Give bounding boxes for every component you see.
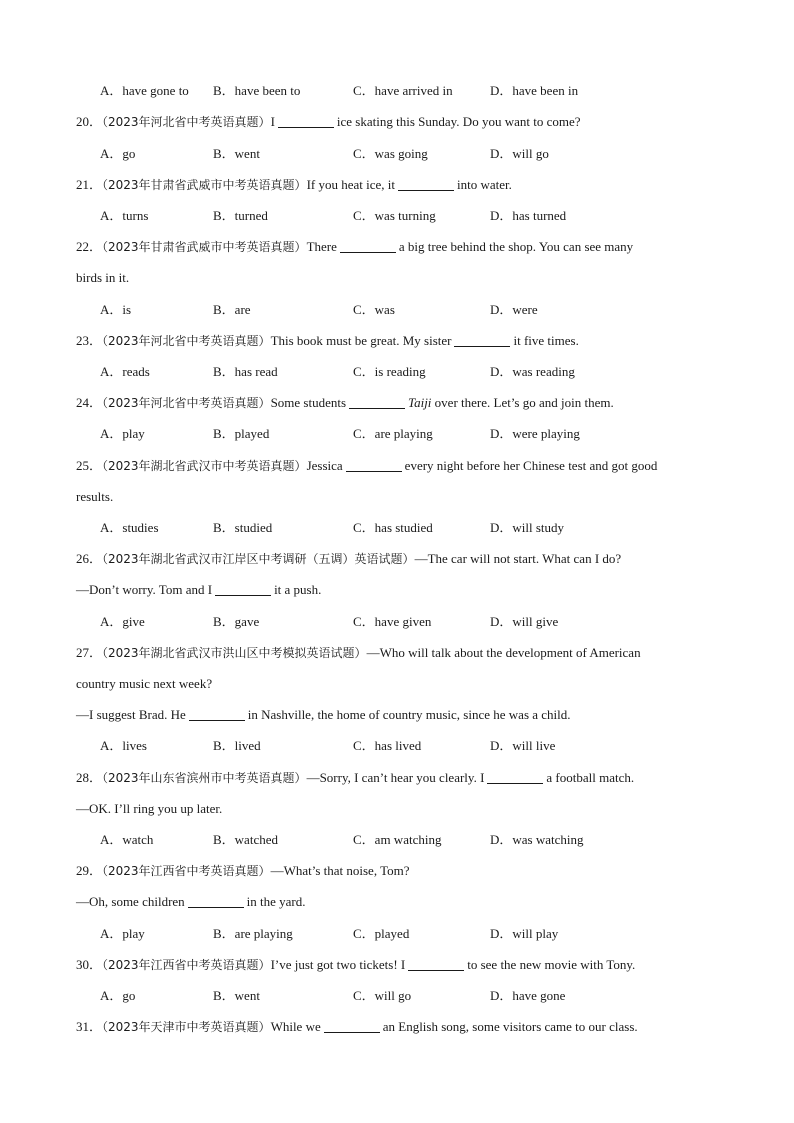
q23-text-after: it five times. <box>513 333 579 348</box>
q28-dialogue-reply: —OK. I’ll ring you up later. <box>76 801 223 816</box>
q31-text-after: an English song, some visitors came to our class. <box>382 1019 638 1034</box>
q30-text-after: to see the new movie with Tony. <box>467 957 636 972</box>
q29-reply-before: —Oh, some children <box>76 894 185 909</box>
q27-option-c: C．has lived <box>353 738 422 753</box>
q19-option-d: D．have been in <box>490 83 579 98</box>
q27-options <box>100 736 700 756</box>
q24-options <box>100 424 700 444</box>
q20-text-after: ice skating this Sunday. Do you want to come? <box>336 114 581 129</box>
q27-reply-after: in Nashville, the home of country music, since he was a child. <box>247 707 571 722</box>
q22-option-a: A．is <box>100 302 132 317</box>
q22-number: 22． <box>76 239 103 254</box>
q28-options <box>100 830 700 850</box>
q31-stem <box>76 1017 638 1037</box>
q23-blank <box>454 332 510 347</box>
q21-stem <box>76 175 512 195</box>
q28-blank <box>487 769 543 784</box>
q22-blank <box>340 238 396 253</box>
q21-option-c: C．was turning <box>353 208 436 223</box>
q27-dialogue-reply <box>76 705 571 725</box>
q20-number: 20． <box>76 114 103 129</box>
q29-reply-after: in the yard. <box>246 894 306 909</box>
q28-option-c: C．am watching <box>353 832 442 847</box>
q27-option-b: B．lived <box>213 738 261 753</box>
q24-stem <box>76 393 614 413</box>
q27-text-after: —Who will talk about the development of American <box>366 645 641 660</box>
q25-text-after: every night before her Chinese test and got good <box>404 458 658 473</box>
q26-blank <box>215 581 271 596</box>
q24-text-after: over there. Let’s go and join them. <box>434 395 614 410</box>
q19-options <box>100 81 700 101</box>
q22-text-before: There <box>306 239 337 254</box>
q23-option-b: B．has read <box>213 364 278 379</box>
q23-option-a: A．reads <box>100 364 150 379</box>
q27-stem <box>76 643 641 663</box>
q26-source: （2023年湖北省武汉市江岸区中考调研（五调）英语试题） <box>102 552 415 566</box>
q20-text-before: I <box>270 114 275 129</box>
q31-blank <box>324 1018 380 1033</box>
q29-number: 29． <box>76 863 103 878</box>
q23-stem <box>76 331 579 351</box>
q29-option-c: C．played <box>353 926 410 941</box>
q24-option-a: A．play <box>100 426 145 441</box>
q30-option-a: A．go <box>100 988 136 1003</box>
q31-source: （2023年天津市中考英语真题） <box>102 1020 271 1034</box>
q28-text-before: —Sorry, I can’t hear you clearly. I <box>306 770 485 785</box>
q27-option-d: D．will live <box>490 738 556 753</box>
q28-number: 28． <box>76 770 103 785</box>
q29-option-a: A．play <box>100 926 145 941</box>
q27-reply-before: —I suggest Brad. He <box>76 707 186 722</box>
q27-stem-continued: country music next week? <box>76 676 213 691</box>
q23-number: 23． <box>76 333 103 348</box>
q26-reply-before: —Don’t worry. Tom and I <box>76 582 213 597</box>
q25-stem-continued: results. <box>76 489 114 504</box>
q22-option-b: B．are <box>213 302 251 317</box>
q25-option-c: C．has studied <box>353 520 433 535</box>
q31-text-before: While we <box>270 1019 321 1034</box>
q24-text-before: Some students <box>270 395 347 410</box>
q24-option-b: B．played <box>213 426 270 441</box>
q28-option-d: D．was watching <box>490 832 584 847</box>
q21-text-before: If you heat ice, it <box>306 177 395 192</box>
q25-text-before: Jessica <box>306 458 343 473</box>
q21-number: 21． <box>76 177 103 192</box>
q23-text-before: This book must be great. My sister <box>270 333 452 348</box>
q29-source: （2023年江西省中考英语真题） <box>102 864 271 878</box>
q21-option-a: A．turns <box>100 208 149 223</box>
q20-option-b: B．went <box>213 146 260 161</box>
q28-option-a: A．watch <box>100 832 154 847</box>
q24-option-d: D．were playing <box>490 426 580 441</box>
q29-option-d: D．will play <box>490 926 559 941</box>
q21-text-after: into water. <box>457 177 512 192</box>
q21-options <box>100 206 700 226</box>
q19-option-a: A．have gone to <box>100 83 189 98</box>
q30-options <box>100 986 700 1006</box>
q25-option-d: D．will study <box>490 520 565 535</box>
q20-source: （2023年河北省中考英语真题） <box>102 115 271 129</box>
q20-option-a: A．go <box>100 146 136 161</box>
q30-option-d: D．have gone <box>490 988 566 1003</box>
q28-stem <box>76 768 634 788</box>
q20-option-c: C．was going <box>353 146 428 161</box>
q30-stem <box>76 955 635 975</box>
q28-source: （2023年山东省滨州市中考英语真题） <box>102 771 307 785</box>
q24-source: （2023年河北省中考英语真题） <box>102 396 271 410</box>
q19-option-b: B．have been to <box>213 83 301 98</box>
q20-blank <box>278 113 334 128</box>
q27-blank <box>189 706 245 721</box>
q22-option-c: C．was <box>353 302 395 317</box>
q27-source: （2023年湖北省武汉市洪山区中考模拟英语试题） <box>102 646 367 660</box>
q21-option-d: D．has turned <box>490 208 567 223</box>
q26-stem <box>76 549 621 569</box>
q23-source: （2023年河北省中考英语真题） <box>102 334 271 348</box>
q30-option-c: C．will go <box>353 988 412 1003</box>
q30-option-b: B．went <box>213 988 260 1003</box>
q22-text-after: a big tree behind the shop. You can see many <box>398 239 634 254</box>
q30-blank <box>408 956 464 971</box>
q24-italic-word: Taiji <box>408 395 432 410</box>
q30-number: 30． <box>76 957 103 972</box>
q26-option-c: C．have given <box>353 614 432 629</box>
q26-options <box>100 612 700 632</box>
q22-source: （2023年甘肃省武威市中考英语真题） <box>102 240 307 254</box>
q27-number: 27． <box>76 645 103 660</box>
q29-blank <box>188 893 244 908</box>
q21-option-b: B．turned <box>213 208 268 223</box>
q25-blank <box>346 457 402 472</box>
q29-text-after: —What’s that noise, Tom? <box>270 863 410 878</box>
q25-stem <box>76 456 657 476</box>
q26-option-d: D．will give <box>490 614 559 629</box>
q20-option-d: D．will go <box>490 146 549 161</box>
q25-number: 25． <box>76 458 103 473</box>
q24-blank <box>349 394 405 409</box>
q31-number: 31． <box>76 1019 103 1034</box>
q20-stem <box>76 112 581 132</box>
q21-blank <box>398 176 454 191</box>
q26-option-a: A．give <box>100 614 145 629</box>
q22-stem <box>76 237 633 257</box>
q22-option-d: D．were <box>490 302 538 317</box>
q27-option-a: A．lives <box>100 738 147 753</box>
q25-source: （2023年湖北省武汉市中考英语真题） <box>102 459 307 473</box>
q22-options <box>100 300 700 320</box>
q20-options <box>100 144 700 164</box>
q23-options <box>100 362 700 382</box>
q25-options <box>100 518 700 538</box>
q30-source: （2023年江西省中考英语真题） <box>102 958 271 972</box>
q26-number: 26． <box>76 551 103 566</box>
q28-option-b: B．watched <box>213 832 278 847</box>
q28-text-after: a football match. <box>546 770 635 785</box>
q29-dialogue-reply <box>76 892 306 912</box>
q25-option-a: A．studies <box>100 520 159 535</box>
q19-option-c: C．have arrived in <box>353 83 453 98</box>
q26-dialogue-reply <box>76 580 321 600</box>
q26-reply-after: it a push. <box>274 582 322 597</box>
q29-stem <box>76 861 410 881</box>
q23-option-c: C．is reading <box>353 364 426 379</box>
q23-option-d: D．was reading <box>490 364 575 379</box>
q21-source: （2023年甘肃省武威市中考英语真题） <box>102 178 307 192</box>
q26-option-b: B．gave <box>213 614 260 629</box>
q24-option-c: C．are playing <box>353 426 433 441</box>
q25-option-b: B．studied <box>213 520 273 535</box>
q26-text-after: —The car will not start. What can I do? <box>414 551 622 566</box>
q29-options <box>100 924 700 944</box>
q30-text-before: I’ve just got two tickets! I <box>270 957 406 972</box>
q29-option-b: B．are playing <box>213 926 293 941</box>
q22-stem-continued: birds in it. <box>76 270 130 285</box>
q24-number: 24． <box>76 395 103 410</box>
